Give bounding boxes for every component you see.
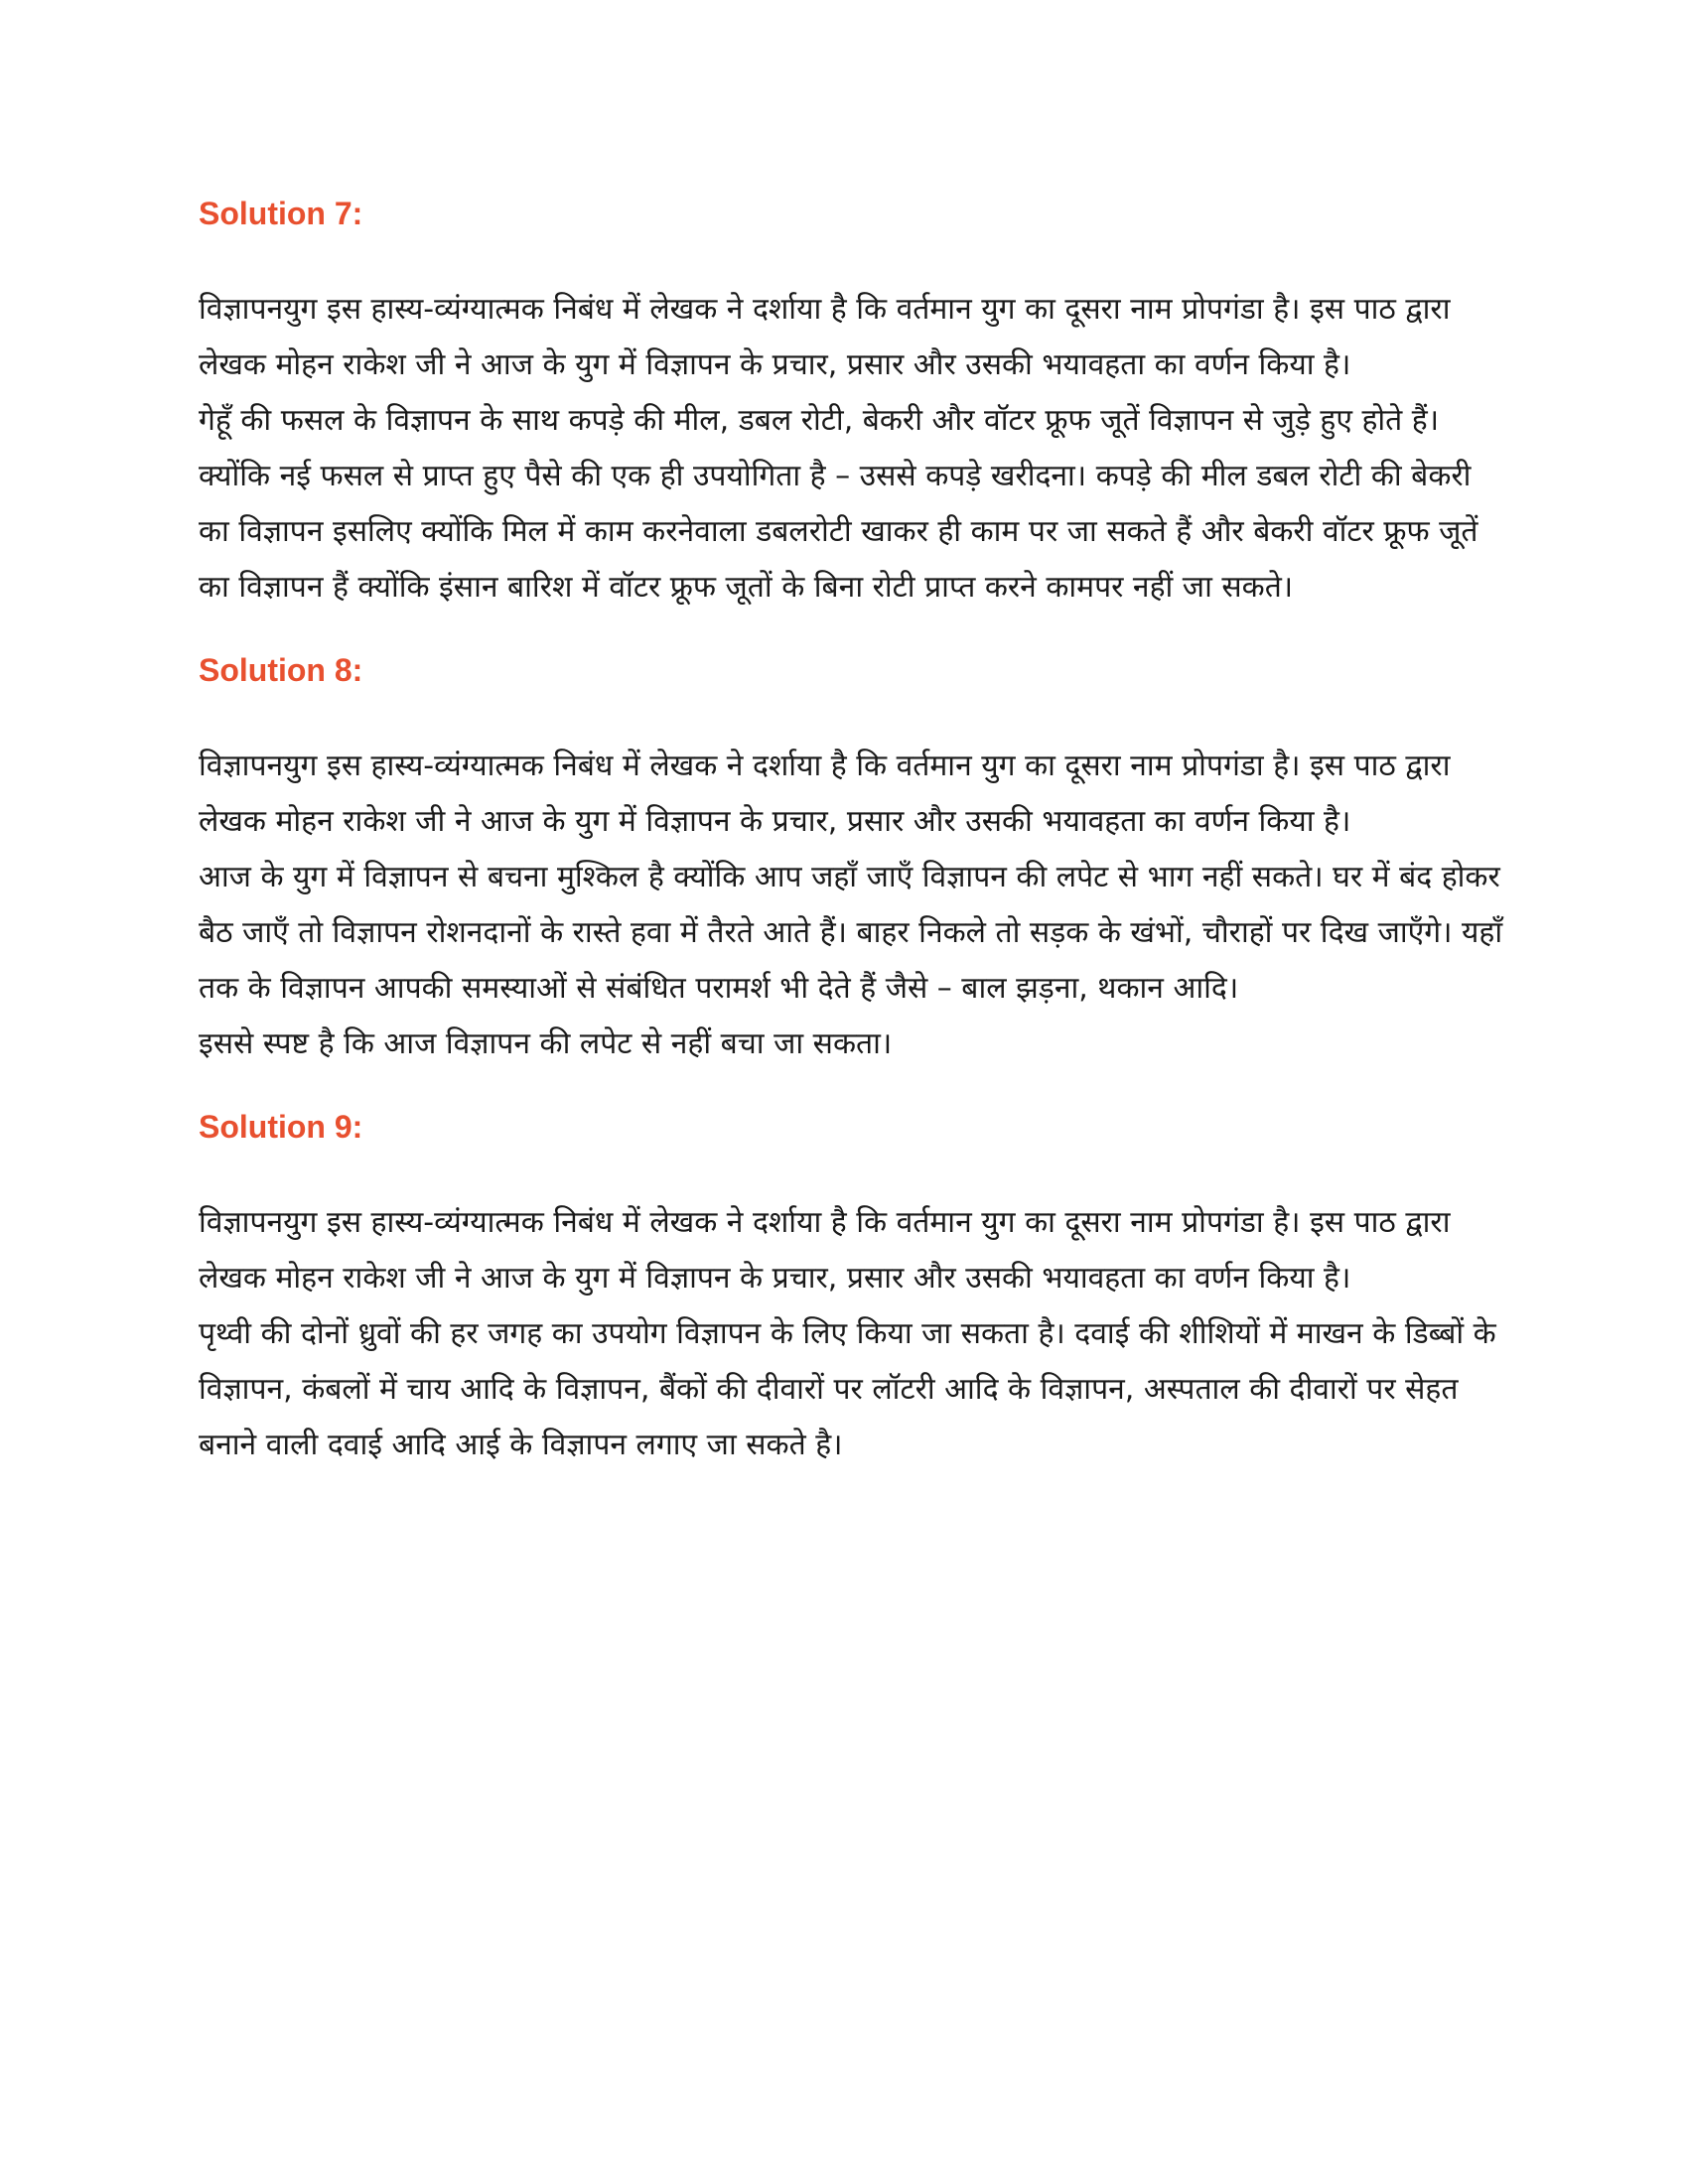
solution-paragraph: विज्ञापनयुग इस हास्य-व्यंग्यात्मक निबंध में लेखक ने दर्शाया है कि वर्तमान युग का दूसरा नाम प्रोपगंडा है। इस पाठ द्वारा लेखक मोहन राकेश जी ने आज के युग में विज्ञापन के प्रचार, प्रसार और उसकी भयावहता का वर्णन किया है। — [199, 1205, 1451, 1296]
solution-paragraph: इससे स्पष्ट है कि आज विज्ञापन की लपेट से नहीं बचा जा सकता। — [199, 1026, 893, 1061]
document-page — [199, 189, 1509, 1473]
solution-paragraph: पृथ्वी की दोनों ध्रुवों की हर जगह का उपयोग विज्ञापन के लिए किया जा सकता है। दवाई की शीशियों में माखन के डिब्बों के विज्ञापन, कंबलों में चाय आदि के विज्ञापन, बैंकों की दीवारों पर लॉटरी आदि के विज्ञापन, अस्पताल की दीवारों पर सेहत बनाने वाली दवाई आदि आई के विज्ञापन लगाए जा सकते है। — [199, 1316, 1496, 1462]
solution-heading: Solution 7: — [199, 196, 363, 231]
solution-paragraph: विज्ञापनयुग इस हास्य-व्यंग्यात्मक निबंध में लेखक ने दर्शाया है कि वर्तमान युग का दूसरा नाम प्रोपगंडा है। इस पाठ द्वारा लेखक मोहन राकेश जी ने आज के युग में विज्ञापन के प्रचार, प्रसार और उसकी भयावहता का वर्णन किया है। — [199, 292, 1451, 382]
solution-heading: Solution 8: — [199, 652, 363, 688]
solution-heading: Solution 9: — [199, 1109, 363, 1145]
solution-paragraph: गेहूँ की फसल के विज्ञापन के साथ कपड़े की मील, डबल रोटी, बेकरी और वॉटर फ्रूफ जूतें विज्ञापन से जुड़े हुए होते हैं। क्योंकि नई फसल से प्राप्त हुए पैसे की एक ही उपयोगिता है – उससे कपड़े खरीदना। कपड़े की मील डबल रोटी की बेकरी का विज्ञापन इसलिए क्योंकि मिल में काम करनेवाला डबलरोटी खाकर ही काम पर जा सकते हैं और बेकरी वॉटर फ्रूफ जूतें का विज्ञापन हैं क्योंकि इंसान बारिश में वॉटर फ्रूफ जूतों के बिना रोटी प्राप्त करने कामपर नहीं जा सकते। — [199, 403, 1478, 605]
solution-7 — [199, 189, 1509, 615]
solution-paragraph: विज्ञापनयुग इस हास्य-व्यंग्यात्मक निबंध में लेखक ने दर्शाया है कि वर्तमान युग का दूसरा नाम प्रोपगंडा है। इस पाठ द्वारा लेखक मोहन राकेश जी ने आज के युग में विज्ञापन के प्रचार, प्रसार और उसकी भयावहता का वर्णन किया है। — [199, 749, 1451, 839]
solution-8 — [199, 645, 1509, 1072]
solution-paragraph: आज के युग में विज्ञापन से बचना मुश्किल है क्योंकि आप जहाँ जाएँ विज्ञापन की लपेट से भाग नहीं सकते। घर में बंद होकर बैठ जाएँ तो विज्ञापन रोशनदानों के रास्ते हवा में तैरते आते हैं। बाहर निकले तो सड़क के खंभों, चौराहों पर दिख जाएँगे। यहाँ तक के विज्ञापन आपकी समस्याओं से संबंधित परामर्श भी देते हैं जैसे – बाल झड़ना, थकान आदि। — [199, 860, 1503, 1006]
solution-9 — [199, 1102, 1509, 1473]
